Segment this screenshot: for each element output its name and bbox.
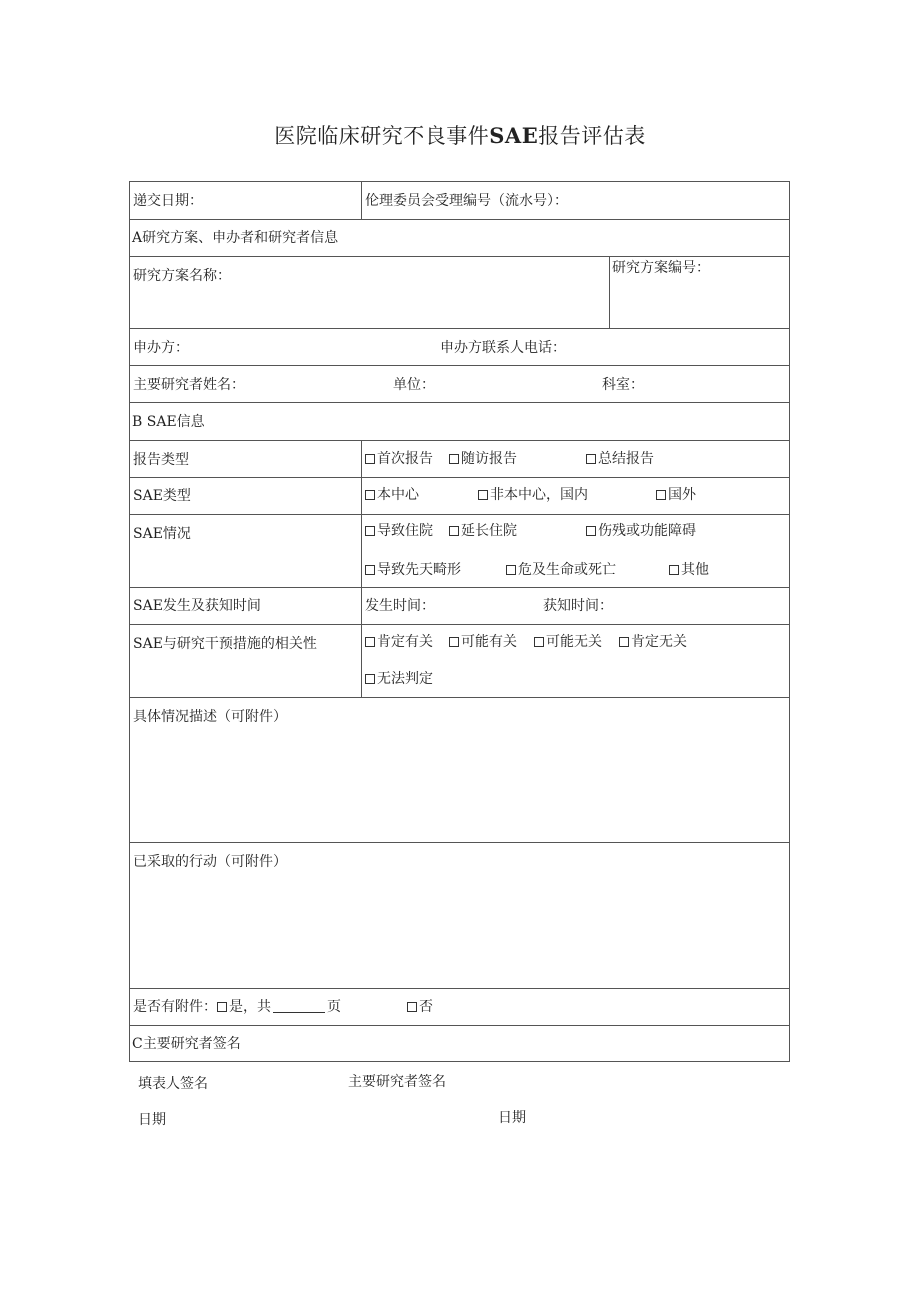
checkbox-icon bbox=[365, 526, 375, 536]
report-type-option[interactable]: 总结报告 bbox=[586, 450, 654, 468]
pi-unit-label: 单位： bbox=[393, 377, 435, 393]
column-divider bbox=[361, 182, 362, 219]
relevance-option[interactable]: 无法判定 bbox=[365, 670, 433, 688]
checkbox-icon bbox=[449, 526, 459, 536]
row-divider bbox=[130, 365, 789, 366]
sae-type-option[interactable]: 国外 bbox=[656, 486, 696, 504]
protocol-name-label: 研究方案名称： bbox=[133, 268, 231, 284]
row-divider bbox=[130, 402, 789, 403]
section-a-heading: A研究方案、申办者和研究者信息 bbox=[132, 230, 339, 246]
row-divider bbox=[130, 988, 789, 989]
relevance-label: SAE与研究干预措施的相关性 bbox=[133, 636, 317, 652]
report-type-option[interactable]: 首次报告 bbox=[365, 450, 433, 468]
sae-type-label: SAE类型 bbox=[133, 488, 191, 504]
checkbox-icon bbox=[478, 490, 488, 500]
sae-situation-option[interactable]: 伤残或功能障碍 bbox=[586, 522, 696, 540]
sae-situation-option[interactable]: 导致先天畸形 bbox=[365, 561, 461, 579]
pi-date-label: 日期 bbox=[498, 1110, 526, 1126]
sae-type-option[interactable]: 本中心 bbox=[365, 486, 419, 504]
row-divider bbox=[130, 219, 789, 220]
occur-time-label: 发生时间： bbox=[365, 598, 435, 614]
attachment-no-option[interactable]: 否 bbox=[407, 998, 433, 1016]
row-divider bbox=[130, 1025, 789, 1026]
checkbox-icon bbox=[365, 490, 375, 500]
attachment-yes: 是，共 bbox=[229, 999, 271, 1015]
sae-situation-label: SAE情况 bbox=[133, 526, 191, 542]
sae-time-label: SAE发生及获知时间 bbox=[133, 598, 261, 614]
row-divider bbox=[130, 514, 789, 515]
page-count-blank[interactable] bbox=[273, 999, 325, 1013]
pi-name-label: 主要研究者姓名： bbox=[133, 377, 245, 393]
title-suffix: 报告评估表 bbox=[538, 124, 646, 148]
relevance-option[interactable]: 肯定有关 bbox=[365, 633, 433, 651]
title-sae: SAE bbox=[489, 123, 539, 148]
row-divider bbox=[130, 624, 789, 625]
relevance-option[interactable]: 可能无关 bbox=[534, 633, 602, 651]
column-divider bbox=[361, 440, 362, 697]
checkbox-icon bbox=[365, 454, 375, 464]
attachment-pages: 页 bbox=[327, 999, 341, 1015]
title-prefix: 医院临床研究不良事件 bbox=[274, 124, 490, 148]
row-divider bbox=[130, 328, 789, 329]
relevance-option[interactable]: 肯定无关 bbox=[619, 633, 687, 651]
checkbox-icon bbox=[656, 490, 666, 500]
attachment-row bbox=[133, 998, 341, 1016]
known-time-label: 获知时间： bbox=[543, 598, 613, 614]
checkbox-icon bbox=[407, 1002, 417, 1012]
pi-signature-label: 主要研究者签名 bbox=[348, 1074, 446, 1090]
page-title bbox=[0, 120, 920, 150]
sae-type-option[interactable]: 非本中心，国内 bbox=[478, 486, 588, 504]
protocol-number-label: 研究方案编号： bbox=[612, 260, 710, 276]
checkbox-icon bbox=[669, 565, 679, 575]
section-c-heading: C主要研究者签名 bbox=[132, 1036, 241, 1052]
checkbox-icon bbox=[506, 565, 516, 575]
sae-situation-option[interactable]: 其他 bbox=[669, 561, 709, 579]
filler-date-label: 日期 bbox=[138, 1112, 166, 1128]
checkbox-icon bbox=[365, 674, 375, 684]
actions-label: 已采取的行动（可附件） bbox=[133, 854, 287, 870]
row-divider bbox=[130, 842, 789, 843]
description-label: 具体情况描述（可附件） bbox=[133, 709, 287, 725]
row-divider bbox=[130, 477, 789, 478]
attachment-label: 是否有附件： bbox=[133, 999, 217, 1015]
checkbox-icon bbox=[449, 454, 459, 464]
sae-report-form bbox=[129, 181, 790, 1062]
sae-situation-option[interactable]: 导致住院 bbox=[365, 522, 433, 540]
checkbox-icon bbox=[365, 565, 375, 575]
checkbox-icon[interactable] bbox=[217, 1002, 227, 1012]
submit-date-label: 递交日期： bbox=[133, 193, 203, 209]
checkbox-icon bbox=[365, 637, 375, 647]
sponsor-label: 申办方： bbox=[133, 340, 189, 356]
column-divider bbox=[609, 256, 610, 328]
pi-dept-label: 科室： bbox=[602, 377, 644, 393]
checkbox-icon bbox=[449, 637, 459, 647]
report-type-label: 报告类型 bbox=[133, 452, 189, 468]
checkbox-icon bbox=[534, 637, 544, 647]
row-divider bbox=[130, 440, 789, 441]
filler-signature-label: 填表人签名 bbox=[138, 1076, 208, 1092]
row-divider bbox=[130, 587, 789, 588]
checkbox-icon bbox=[586, 454, 596, 464]
row-divider bbox=[130, 256, 789, 257]
sae-situation-option[interactable]: 危及生命或死亡 bbox=[506, 561, 616, 579]
checkbox-icon bbox=[586, 526, 596, 536]
sponsor-contact-label: 申办方联系人电话： bbox=[440, 340, 566, 356]
relevance-option[interactable]: 可能有关 bbox=[449, 633, 517, 651]
section-b-heading: B SAE信息 bbox=[132, 414, 205, 430]
ethics-number-label: 伦理委员会受理编号（流水号）： bbox=[365, 193, 568, 209]
row-divider bbox=[130, 697, 789, 698]
checkbox-icon bbox=[619, 637, 629, 647]
report-type-option[interactable]: 随访报告 bbox=[449, 450, 517, 468]
sae-situation-option[interactable]: 延长住院 bbox=[449, 522, 517, 540]
